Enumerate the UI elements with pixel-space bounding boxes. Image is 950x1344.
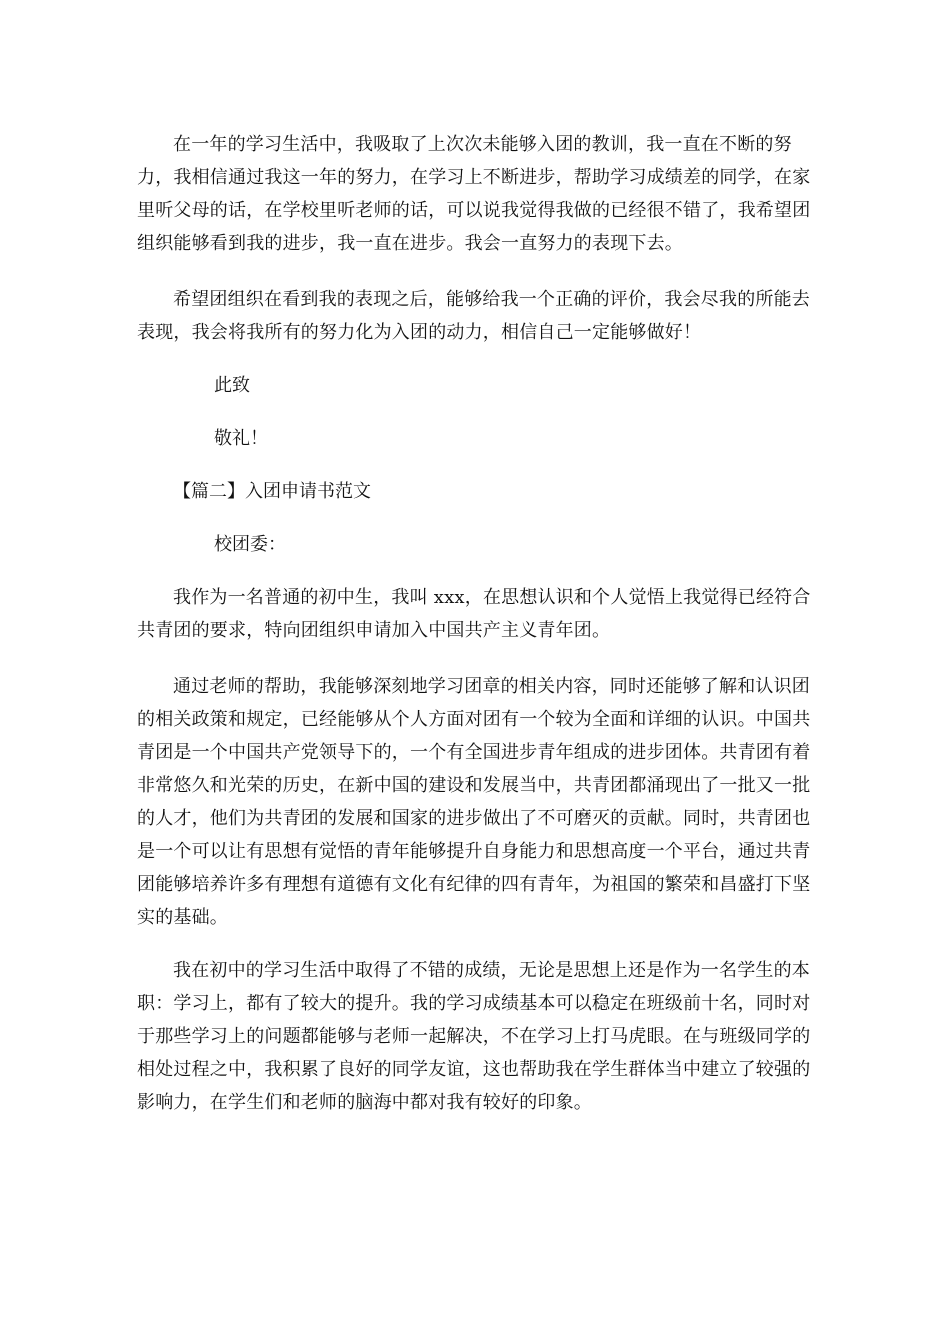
paragraph-hope-evaluation: 希望团组织在看到我的表现之后，能够给我一个正确的评价，我会尽我的所能去表现，我会将我所有的努力化为入团的动力，相信自己一定能够做好！ bbox=[137, 289, 810, 343]
closing-line-1: 此致 bbox=[214, 375, 250, 396]
salutation: 校团委： bbox=[214, 534, 286, 555]
document-page bbox=[137, 128, 817, 1119]
paragraph-league-understanding: 通过老师的帮助，我能够深刻地学习团章的相关内容，同时还能够了解和认识团的相关政策和规定，已经能够从个人方面对团有一个较为全面和详细的认识。中国共青团是一个中国共产党领导下的，一个有全国进步青年组成的进步团体。共青团有着非常悠久和光荣的历史，在新中国的建设和发展当中，共青团都涌现出了一批又一批的人才，他们为共青团的发展和国家的进步做出了不可磨灭的贡献。同时，共青团也是一个可以让有思想有觉悟的青年能够提升自身能力和思想高度一个平台，通过共青团能够培养许多有理想有道德有文化有纪律的四有青年，为祖国的繁荣和昌盛打下坚实的基础。 bbox=[137, 676, 811, 928]
section-heading: 【篇二】入团申请书范文 bbox=[173, 481, 371, 502]
paragraph-achievements: 我在初中的学习生活中取得了不错的成绩，无论是思想上还是作为一名学生的本职：学习上，都有了较大的提升。我的学习成绩基本可以稳定在班级前十名，同时对于那些学习上的问题都能够与老师一起解决，不在学习上打马虎眼。在与班级同学的相处过程之中，我积累了良好的同学友谊，这也帮助我在学生群体当中建立了较强的影响力，在学生们和老师的脑海中都对我有较好的印象。 bbox=[137, 960, 811, 1113]
paragraph-application-intro: 我作为一名普通的初中生，我叫 xxx，在思想认识和个人觉悟上我觉得已经符合共青团的要求，特向团组织申请加入中国共产主义青年团。 bbox=[137, 587, 811, 641]
closing-line-2: 敬礼！ bbox=[214, 428, 268, 449]
paragraph-study-progress: 在一年的学习生活中，我吸取了上次次未能够入团的教训，我一直在不断的努力，我相信通过我这一年的努力，在学习上不断进步，帮助学习成绩差的同学，在家里听父母的话，在学校里听老师的话，可以说我觉得我做的已经很不错了，我希望团组织能够看到我的进步，我一直在进步。我会一直努力的表现下去。 bbox=[137, 134, 811, 254]
